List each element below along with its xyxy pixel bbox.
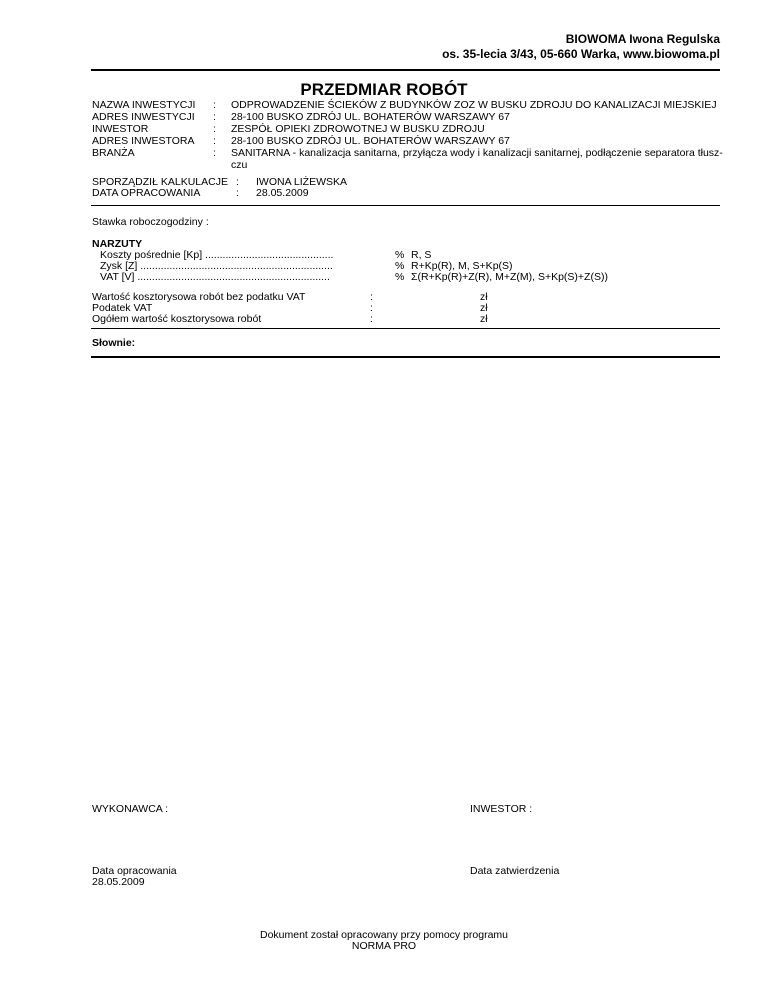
surcharges-heading: NARZUTY: [92, 238, 143, 250]
surcharge-basis: R+Kp(R), M, S+Kp(S): [411, 260, 513, 272]
info-label-investor-address: ADRES INWESTORA: [92, 135, 195, 147]
info-colon: :: [213, 111, 216, 123]
date-prepared-value: 28.05.2009: [92, 876, 145, 888]
surcharge-percent-sign: %: [395, 249, 405, 261]
surcharge-vat: VAT [V] ..................................................................: [100, 271, 330, 283]
info-label-investor: INWESTOR: [92, 123, 149, 135]
value-net-label: Wartość kosztorysowa robót bez podatku VAT: [92, 291, 306, 303]
author-label: SPORZĄDZIŁ KALKULACJE: [92, 176, 228, 188]
date-approved-label: Data zatwierdzenia: [470, 865, 560, 877]
prep-date-label: DATA OPRACOWANIA: [92, 187, 201, 199]
section-divider: [91, 356, 720, 358]
prep-date-colon: :: [236, 187, 239, 199]
surcharge-profit: Zysk [Z] ..................................................................: [100, 260, 333, 272]
info-value-investor-address: 28-100 BUSKO ZDRÓJ UL. BOHATERÓW WARSZAWY 67: [231, 135, 510, 147]
date-prepared-label: Data opracowania: [92, 865, 177, 877]
info-value-investment-name: ODPROWADZENIE ŚCIEKÓW Z BUDYNKÓW ZOZ W BUSKU ZDROJU DO KANALIZACJI MIEJSKIEJ: [231, 99, 717, 111]
info-colon: :: [213, 147, 216, 159]
footer-note: Dokument został opracowany przy pomocy programu: [259, 929, 509, 941]
prep-date-value: 28.05.2009: [256, 187, 309, 199]
company-name: BIOWOMA Iwona Regulska: [565, 32, 720, 46]
info-label-branch: BRANŻA: [92, 147, 135, 159]
header-divider: [91, 69, 720, 71]
section-divider: [91, 328, 720, 329]
surcharge-basis: Σ(R+Kp(R)+Z(R), M+Z(M), S+Kp(S)+Z(S)): [411, 271, 608, 283]
info-value-branch-line2: czu: [231, 159, 248, 171]
info-value-investor: ZESPÓŁ OPIEKI ZDROWOTNEJ W BUSKU ZDROJU: [231, 123, 485, 135]
surcharge-percent-sign: %: [395, 271, 405, 283]
page-title: PRZEDMIAR ROBÓT: [300, 80, 468, 99]
value-currency: zł: [480, 302, 488, 314]
contractor-label: WYKONAWCA :: [92, 803, 169, 815]
company-address: os. 35-lecia 3/43, 05-660 Warka, www.biowoma.pl: [442, 47, 720, 61]
info-colon: :: [213, 123, 216, 135]
info-label-investment-name: NAZWA INWESTYCJI: [92, 99, 196, 111]
surcharge-basis: R, S: [411, 249, 432, 261]
hourly-rate-label: Stawka roboczogodziny :: [92, 216, 209, 228]
info-value-branch-line1: SANITARNA - kanalizacja sanitarna, przyłącza wody i kanalizacji sanitarnej, podłączenie separatora tłusz-: [231, 147, 723, 159]
value-vat-label: Podatek VAT: [92, 302, 153, 314]
value-currency: zł: [480, 313, 488, 325]
surcharge-percent-sign: %: [395, 260, 405, 272]
info-value-investment-address: 28-100 BUSKO ZDRÓJ UL. BOHATERÓW WARSZAWY 67: [231, 111, 510, 123]
section-divider: [91, 205, 720, 206]
info-colon: :: [213, 99, 216, 111]
value-total-label: Ogółem wartość kosztorysowa robót: [92, 313, 262, 325]
value-colon: :: [370, 291, 373, 303]
value-colon: :: [370, 302, 373, 314]
author-colon: :: [236, 176, 239, 188]
info-label-investment-address: ADRES INWESTYCJI: [92, 111, 195, 123]
investor-signature-label: INWESTOR :: [470, 803, 533, 815]
value-currency: zł: [480, 291, 488, 303]
in-words-label: Słownie:: [92, 337, 136, 349]
author-value: IWONA LIŻEWSKA: [256, 176, 348, 188]
surcharge-indirect-costs: Koszty pośrednie [Kp] ............................................: [100, 249, 334, 261]
info-colon: :: [213, 135, 216, 147]
footer-program-name: NORMA PRO: [351, 940, 417, 952]
value-colon: :: [370, 313, 373, 325]
